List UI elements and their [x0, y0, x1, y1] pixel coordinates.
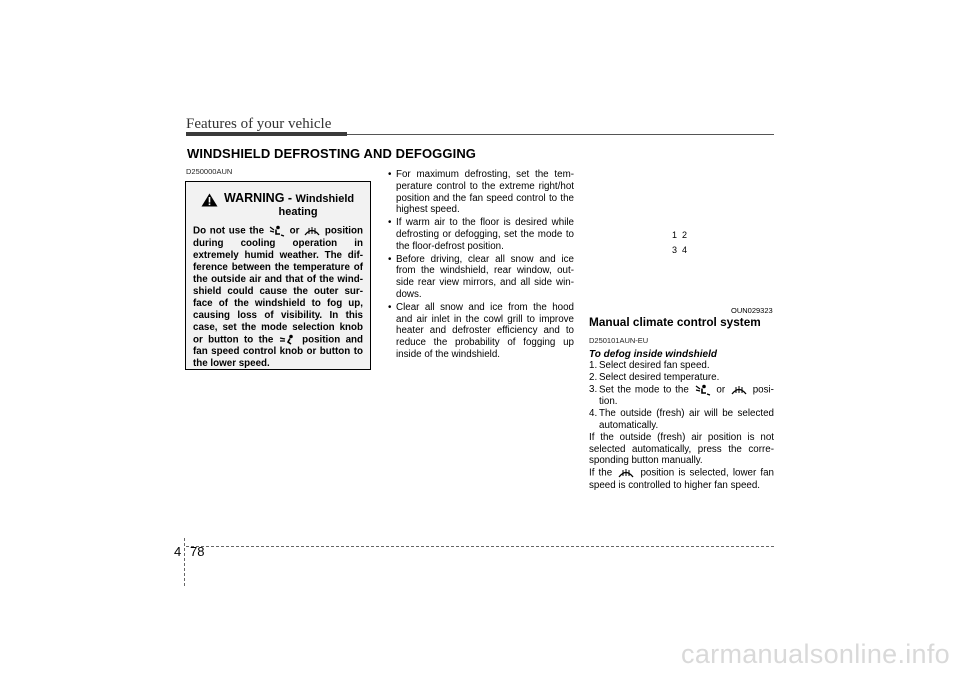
section-code: D250000AUN: [186, 167, 233, 176]
list-item: 2. Select desired temperature.: [589, 372, 720, 384]
warning-title-sub2: heating: [278, 206, 318, 218]
figure-label-2: 2: [682, 230, 688, 240]
defrost-icon: [303, 225, 321, 237]
warning-body-3: position and fan speed control knob or button to the lower speed.: [193, 334, 363, 370]
manual-code: D250101AUN-EU: [589, 335, 649, 345]
warning-body-or: or: [289, 225, 300, 237]
warning-body-2: position during cooling operation in extremely humid weather. The dif-ference between the temperature of the outside air and that of the wind-shield could cause the outer sur-face of the windshield to fog up, causing loss of visibility. In this case, set the mode selection knob or button to the: [193, 225, 363, 346]
defrost-icon: [616, 467, 636, 479]
warning-title: [224, 192, 354, 219]
tips-list: [386, 169, 574, 361]
warning-title-main: WARNING -: [224, 191, 293, 205]
manual-paragraph-2: If the position is selected, lower fan speed is controlled to higher fan speed.: [589, 467, 774, 491]
manual-climate-section: [589, 317, 774, 491]
figure-label-4: 4: [682, 245, 688, 255]
face-mode-icon: [279, 334, 297, 346]
header-rule: [347, 134, 774, 135]
list-item: • If warm air to the floor is desired while defrosting or defogging, set the mode to the floor-defrost position.: [386, 217, 574, 252]
footer-vertical-rule: [184, 538, 185, 586]
figure-label-1: 1: [672, 230, 678, 240]
figure-code: OUN029323: [731, 306, 773, 315]
chapter-number: 4: [174, 544, 182, 559]
list-item: 4. The outside (fresh) air will be selected automatically.: [589, 408, 774, 431]
list-item: 1. Select desired fan speed.: [589, 360, 710, 372]
defog-subhead: To defog inside windshield: [589, 348, 717, 360]
defrost-icon: [729, 384, 749, 396]
warning-body-1: Do not use the: [193, 225, 265, 237]
watermark: carmanualsonline.info: [681, 639, 950, 669]
figure-labels: [672, 228, 692, 258]
list-item: • Before driving, clear all snow and ice from the windshield, rear window, out-side rear view mirrors, and all side win-dows.: [386, 254, 574, 301]
warning-triangle-icon: [201, 193, 218, 207]
list-item: • For maximum defrosting, set the tem-perature control to the extreme right/hot position and the fan speed control to the highest speed.: [386, 169, 574, 216]
floor-defrost-icon: [268, 225, 286, 237]
warning-title-sub: Windshield: [295, 193, 355, 205]
section-title: WINDSHIELD DEFROSTING AND DEFOGGING: [187, 146, 477, 161]
list-item: • Clear all snow and ice from the hood and air inlet in the cowl grill to improve heater and defroster efficiency and to reduce the probability of fogging up inside of the windshield.: [386, 302, 574, 361]
warning-header: [193, 192, 363, 219]
manual-title: Manual climate control system: [589, 315, 761, 329]
warning-box: [185, 181, 371, 370]
footer-horizontal-rule: [186, 546, 774, 547]
warning-body: [193, 225, 363, 370]
floor-defrost-icon: [693, 384, 713, 396]
list-item: 3. Set the mode to the or posi-tion.: [589, 383, 774, 408]
manual-paragraph-1: If the outside (fresh) air position is not selected automatically, press the corre-sponding button manually.: [589, 431, 774, 467]
page-header-title: Features of your vehicle: [186, 116, 332, 132]
bullet-column: [386, 169, 574, 362]
page-number: 78: [190, 544, 205, 559]
header-bar: [186, 132, 347, 136]
figure-label-3: 3: [672, 245, 678, 255]
defog-steps: [589, 360, 774, 431]
